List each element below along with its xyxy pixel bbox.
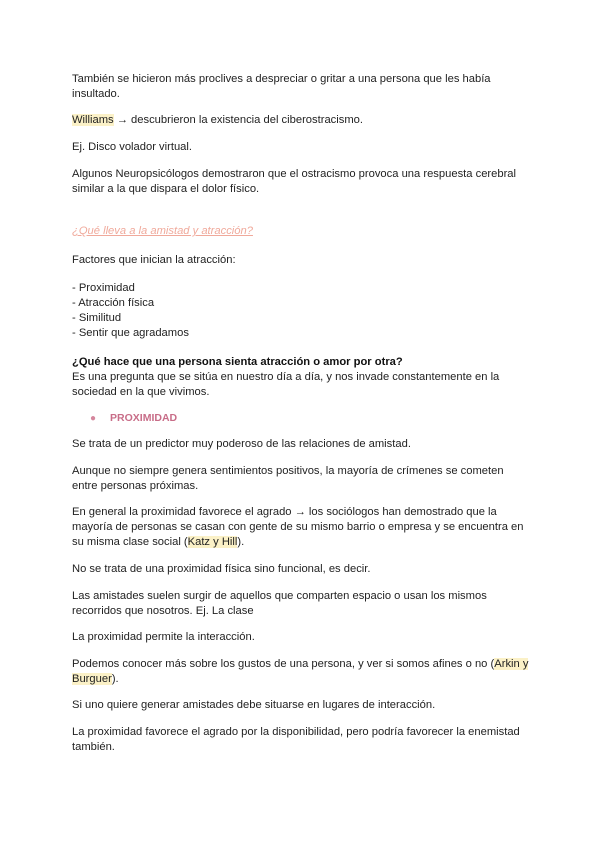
factor-item: - Atracción física xyxy=(72,297,155,309)
factor-item: - Similitud xyxy=(72,312,122,324)
paragraph-sociologists-text: En general la proximidad favorece el agrado → los sociólogos han demostrado que la mayoría de personas se casan con gente de su mismo barrio o empresa y se encuentra en su misma clase social ( xyxy=(72,506,524,548)
paragraph-insult: También se hicieron más proclives a despreciar o gritar a una persona que les había insultado. xyxy=(72,73,491,100)
factors-list xyxy=(72,281,532,341)
paragraph-cyberostracism-text: → descubrieron la existencia del ciberostracismo. xyxy=(113,114,363,126)
paragraph-functional: No se trata de una proximidad física sino funcional, es decir. xyxy=(72,563,371,575)
author-highlight-katz-hill: Katz y Hill xyxy=(187,536,238,548)
paragraph-factors-intro: Factores que inician la atracción: xyxy=(72,254,236,266)
author-highlight-williams: Williams xyxy=(72,114,114,126)
paragraph-availability: La proximidad favorece el agrado por la disponibilidad, pero podría favorecer la enemistad también. xyxy=(72,726,520,753)
bullet-proximity xyxy=(90,411,177,426)
paragraph-cyberostracism xyxy=(72,113,532,128)
paragraph-example-disc: Ej. Disco volador virtual. xyxy=(72,141,192,153)
paragraph-tastes-end: ). xyxy=(111,673,119,685)
paragraph-sociologists-end: ). xyxy=(237,536,245,548)
question-heading: ¿Qué hace que una persona sienta atracción o amor por otra? xyxy=(72,356,403,368)
section-heading-friendship: ¿Qué lleva a la amistad y atracción? xyxy=(72,225,253,237)
factor-item: - Proximidad xyxy=(72,282,135,294)
paragraph-crimes: Aunque no siempre genera sentimientos positivos, la mayoría de crímenes se cometen entre personas próximas. xyxy=(72,465,504,492)
factor-item: - Sentir que agradamos xyxy=(72,327,189,339)
paragraph-predictor: Se trata de un predictor muy poderoso de las relaciones de amistad. xyxy=(72,438,411,450)
paragraph-tastes xyxy=(72,657,532,687)
paragraph-tastes-text: Podemos conocer más sobre los gustos de una persona, y ver si somos afines o no ( xyxy=(72,658,495,670)
paragraph-neuropsychologists: Algunos Neuropsicólogos demostraron que el ostracismo provoca una respuesta cerebral similar a la que dispara el dolor físico. xyxy=(72,168,517,195)
paragraph-places: Si uno quiere generar amistades debe situarse en lugares de interacción. xyxy=(72,699,436,711)
paragraph-friendships-space: Las amistades suelen surgir de aquellos que comparten espacio o usan los mismos recorridos que nosotros. Ej. La clase xyxy=(72,590,487,617)
author-highlight-arkin-burguer: Arkin y Burguer xyxy=(72,658,529,685)
bullet-dot-icon: ● xyxy=(90,413,97,424)
bullet-proximity-label: PROXIMIDAD xyxy=(110,412,178,424)
paragraph-interaction: La proximidad permite la interacción. xyxy=(72,631,255,643)
paragraph-daily-question: Es una pregunta que se sitúa en nuestro día a día, y nos invade constantemente en la sociedad en la que vivimos. xyxy=(72,371,500,398)
paragraph-sociologists xyxy=(72,505,532,550)
